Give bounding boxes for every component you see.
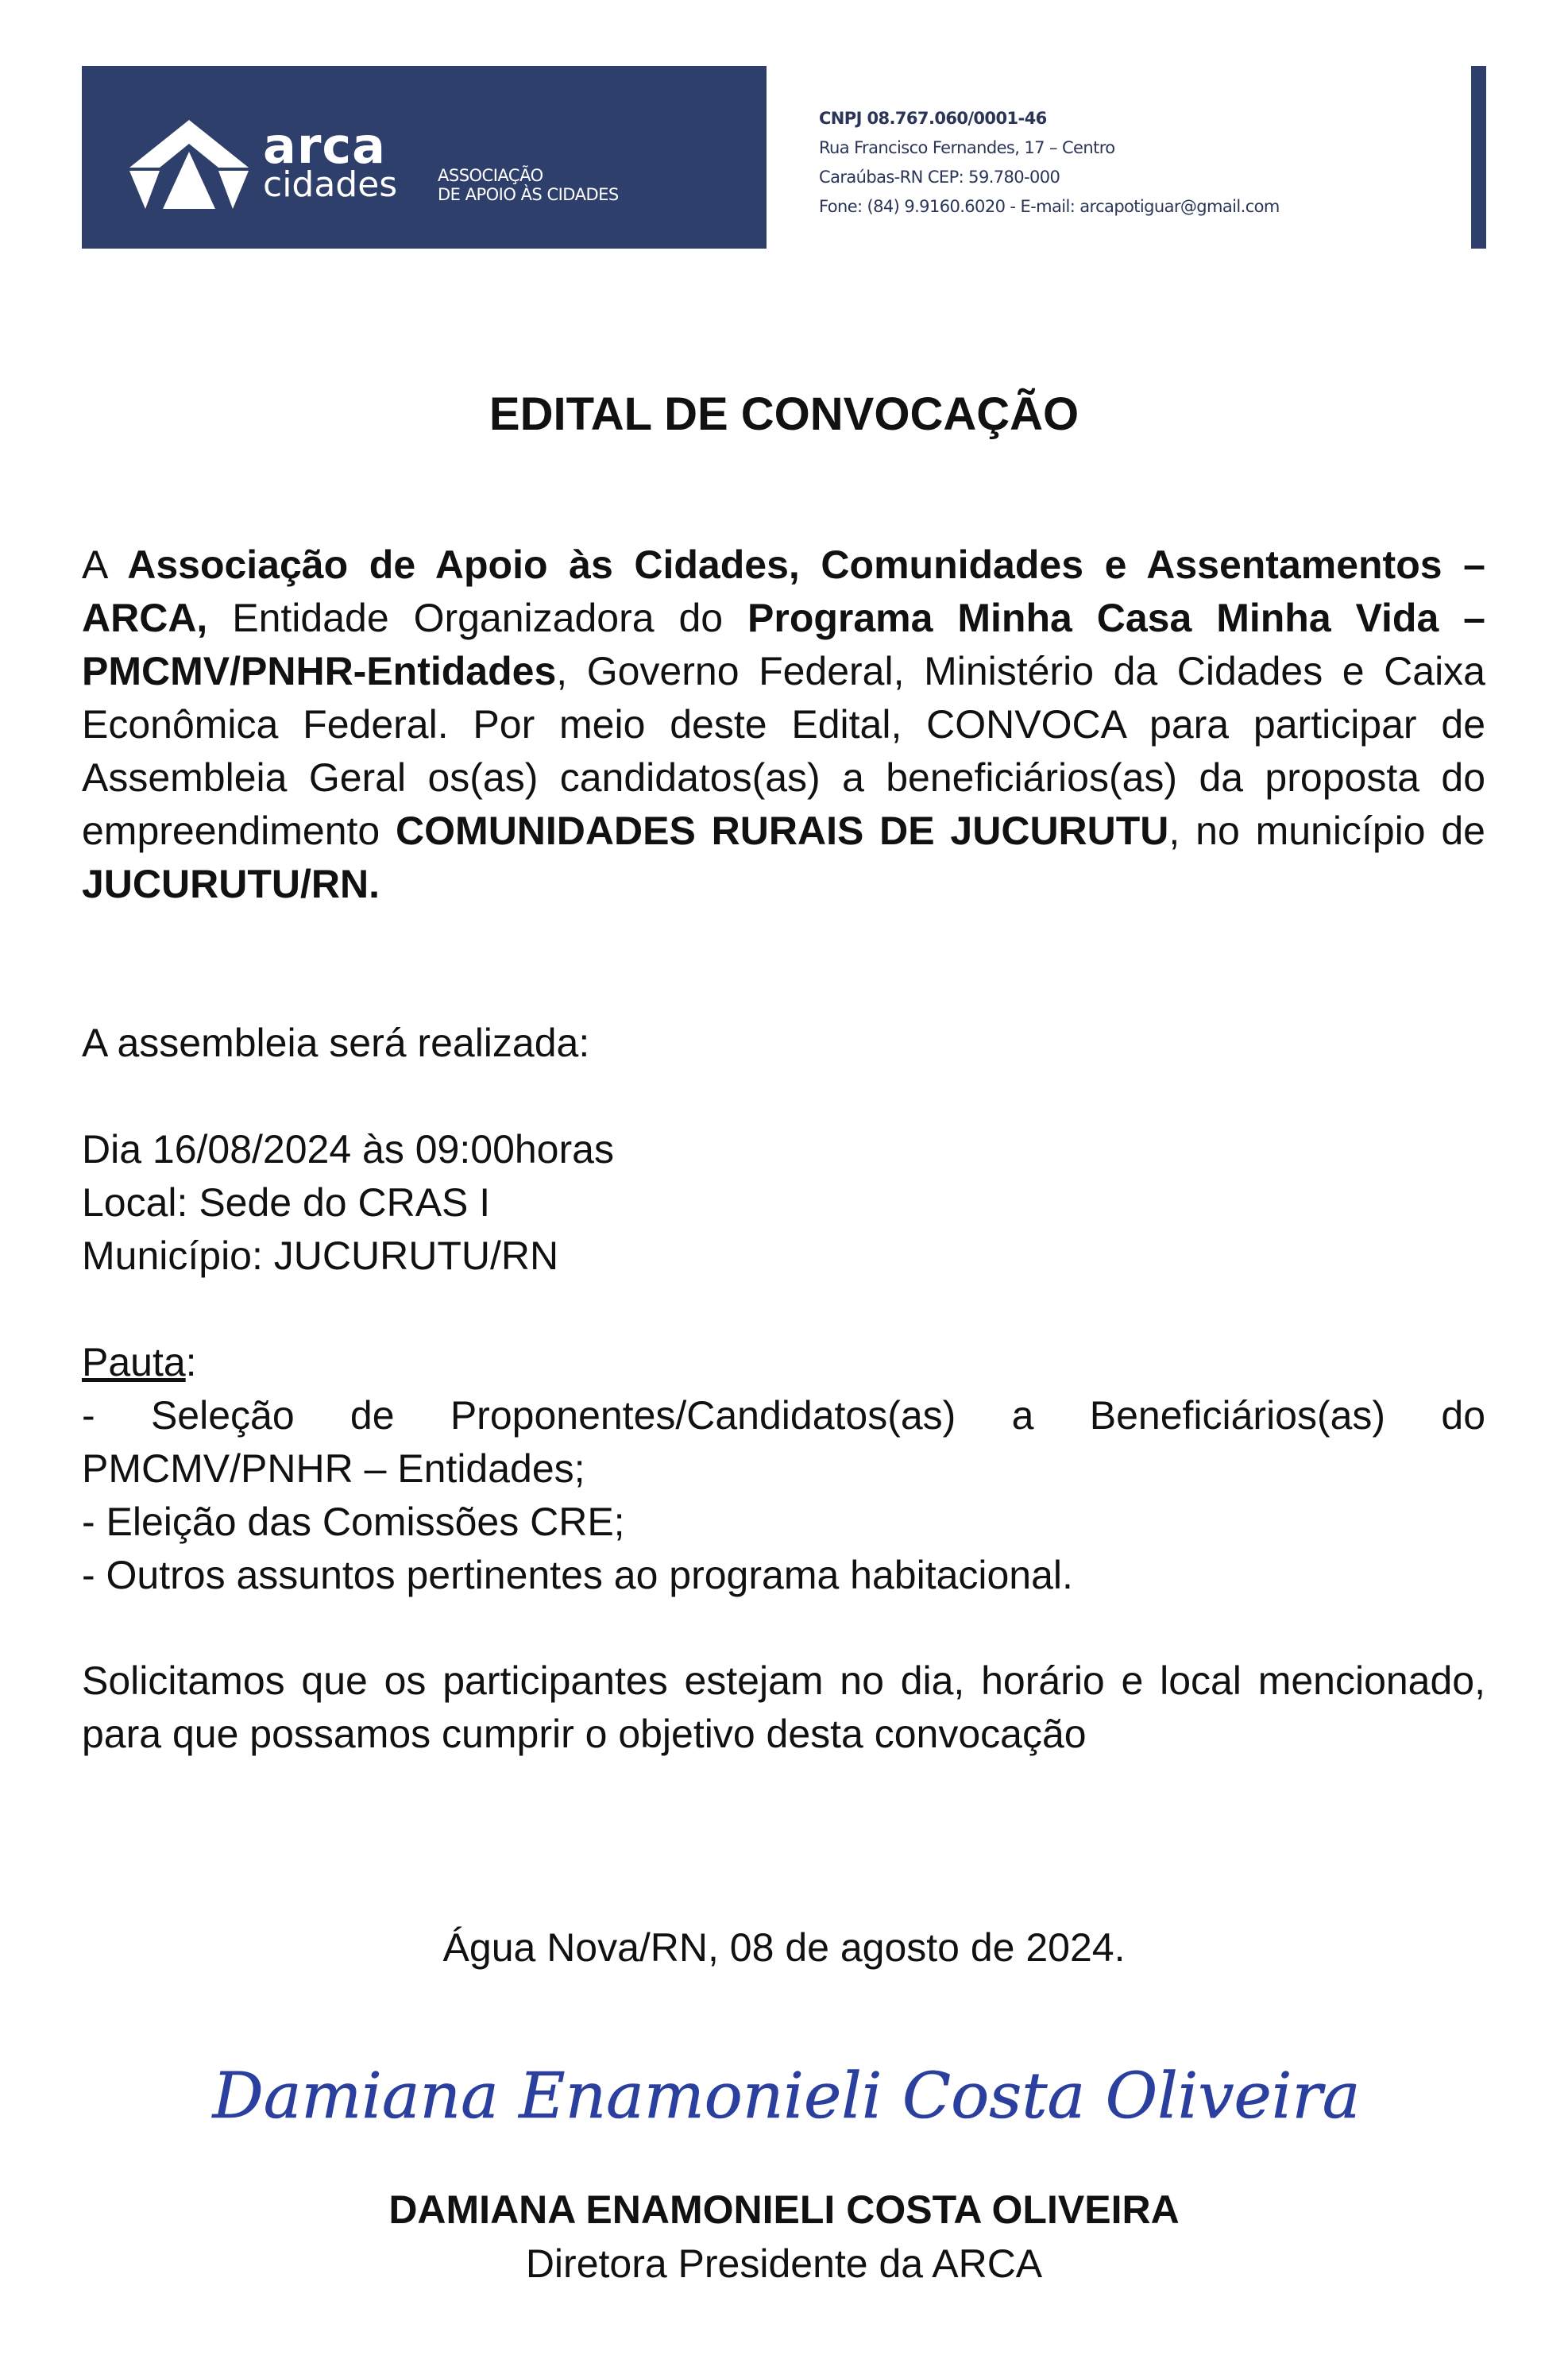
assembly-intro: A assembleia será realizada: bbox=[82, 1021, 590, 1065]
intro-text-3: , Governo Federal, Ministério da Cidades e Caixa Econômica Federal. Por meio deste Edital, CONVOCA para participar de Assembleia Geral os(as) candidatos(as) a beneficiários(as) da proposta do empreendimento bbox=[82, 649, 1485, 853]
header-divider bbox=[1471, 66, 1486, 249]
assembly-date: Dia 16/08/2024 às 09:00horas bbox=[82, 1127, 614, 1172]
intro-paragraph bbox=[82, 539, 1485, 911]
agenda bbox=[82, 1336, 1485, 1602]
intro-municipality: JUCURUTU/RN. bbox=[82, 862, 380, 906]
intro-text-2: Entidade Organizadora do bbox=[207, 596, 748, 640]
agenda-item: - Outros assuntos pertinentes ao programa habitacional. bbox=[82, 1553, 1073, 1597]
logo-word-arca: arca bbox=[263, 117, 387, 175]
agenda-colon: : bbox=[185, 1340, 197, 1384]
logo-tagline-line1: ASSOCIAÇÃO bbox=[438, 166, 543, 185]
intro-project-name: COMUNIDADES RURAIS DE JUCURUTU bbox=[396, 809, 1169, 853]
logo-tagline-line2: DE APOIO ÀS CIDADES bbox=[438, 185, 619, 204]
contact-city: Caraúbas-RN CEP: 59.780-000 bbox=[819, 168, 1060, 187]
letterhead bbox=[82, 66, 1486, 249]
signer-name: DAMIANA ENAMONIELI COSTA OLIVEIRA bbox=[388, 2187, 1180, 2232]
document-title: EDITAL DE CONVOCAÇÃO bbox=[489, 388, 1079, 440]
intro-text-4: , no município de bbox=[1168, 809, 1485, 853]
assembly-details bbox=[82, 1123, 1485, 1283]
signature-text: Damiana Enamonieli Costa Oliveira bbox=[212, 2059, 1361, 2133]
contact-block bbox=[819, 104, 1280, 222]
logo-band bbox=[82, 66, 767, 249]
assembly-location: Local: Sede do CRAS I bbox=[82, 1180, 491, 1225]
agenda-item: - Seleção de Proponentes/Candidatos(as) a Beneficiários(as) do PMCMV/PNHR – Entidades; bbox=[82, 1393, 1485, 1491]
intro-org-name: Associação de Apoio às Cidades, Comunidades e Assentamentos – ARCA, bbox=[82, 542, 1485, 640]
agenda-heading bbox=[82, 1336, 1485, 1389]
request-paragraph: Solicitamos que os participantes estejam no dia, horário e local mencionado, para que possamos cumprir o objetivo desta convocação bbox=[82, 1658, 1485, 1756]
logo-tagline bbox=[438, 166, 619, 204]
contact-phone-email: Fone: (84) 9.9160.6020 - E-mail: arcapotiguar@gmail.com bbox=[819, 197, 1280, 216]
intro-text-1: A bbox=[82, 542, 128, 587]
intro-program-name: Programa Minha Casa Minha Vida – PMCMV/PNHR-Entidades bbox=[82, 596, 1485, 693]
agenda-label: Pauta bbox=[82, 1340, 186, 1384]
arca-logo-icon bbox=[129, 120, 249, 209]
signer-role: Diretora Presidente da ARCA bbox=[525, 2241, 1043, 2286]
contact-address: Rua Francisco Fernandes, 17 – Centro bbox=[819, 138, 1115, 157]
agenda-item: - Eleição das Comissões CRE; bbox=[82, 1500, 625, 1544]
contact-cnpj: CNPJ 08.767.060/0001-46 bbox=[819, 109, 1047, 128]
place-date: Água Nova/RN, 08 de agosto de 2024. bbox=[442, 1925, 1126, 1970]
logo-word-cidades: cidades bbox=[263, 164, 398, 205]
handwritten-signature bbox=[212, 2040, 1361, 2151]
assembly-municipality: Município: JUCURUTU/RN bbox=[82, 1233, 559, 1278]
